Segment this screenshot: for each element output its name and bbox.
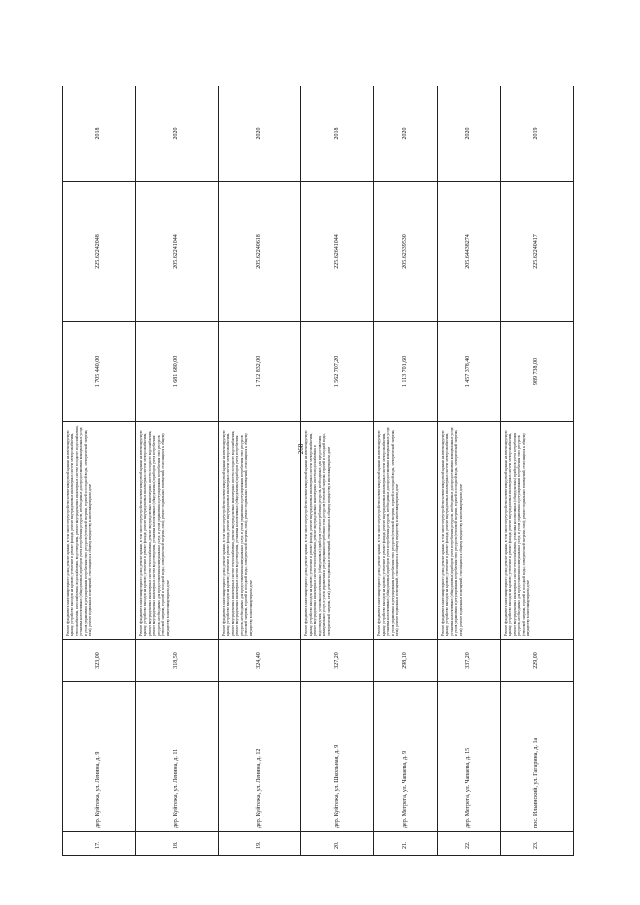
- table-row: [218, 86, 301, 856]
- address-cell: дер. Мегрега, ул. Чапаева, д. 9: [374, 682, 437, 832]
- area-cell: 229,00: [500, 640, 573, 682]
- cost-cell: 989 738,00: [500, 322, 573, 422]
- table-body: [63, 86, 574, 856]
- code-cell: 205.64438274: [437, 182, 500, 322]
- row-number: 22.: [437, 832, 500, 856]
- cost-cell: 1 705 440,00: [63, 322, 136, 422]
- code-cell: 205.62241044: [136, 182, 219, 322]
- table-row: [301, 86, 374, 856]
- table-row: [136, 86, 219, 856]
- year-cell: 2018: [301, 86, 374, 182]
- repair-program-table: [62, 86, 574, 856]
- year-cell: 2019: [500, 86, 573, 182]
- table-row: [500, 86, 573, 856]
- row-number: 20.: [301, 832, 374, 856]
- area-cell: 318,50: [136, 640, 219, 682]
- works-cell: Ремонт фундамента многоквартирного дома; ремонт крыши, в том числе переустройство невентилируемой крыши на вентилируемую крышу, устройство выходов на кровлю; утепление и ремонт фасада; ремонт внутридомовых инженерных систем электроснабжения, установка коллективных (общедомовых) приборов учета потребления ресурсов, необходимых для предоставления коммунальных услуг, и узлов управления и регулирования потребления этих ресурсов (тепловой энергии, горячей и холодной воды, электрической энергии, газа); ремонт подвальных помещений, относящихся к общему имуществу в многоквартирном доме: [374, 422, 437, 640]
- address-cell: пос. Ильинский, ул. Гагарина, д. 1а: [500, 682, 573, 832]
- works-cell: Ремонт фундамента многоквартирного дома; ремонт крыши, в том числе переустройство невентилируемой крыши на вентилируемую крышу, устройство выходов на кровлю; утепление и ремонт фасада; ремонт внутридомовых инженерных систем электроснабжения, теплоснабжения, газоснабжения, водоснабжения, водоотведения, ремонт внутридомовых инженерных систем холодного водоснабжения, установка коллективных (общедомовых) приборов учета потребления ресурсов, необходимых для предоставления коммунальных услуг, и узлов управления и регулирования потребления этих ресурсов (тепловой энергии, горячей и холодной воды, электрической энергии, газа); ремонт подвальных помещений, относящихся к общему имуществу в многоквартирном доме: [63, 422, 136, 640]
- row-number: 21.: [374, 832, 437, 856]
- cost-cell: 1 681 680,00: [136, 322, 219, 422]
- rotated-table-wrapper: [62, 86, 574, 856]
- area-cell: 337,20: [437, 640, 500, 682]
- works-cell: Ремонт фундамента многоквартирного дома; ремонт крыши, в том числе переустройство невентилируемой крыши на вентилируемую крышу, устройство выходов на кровлю; утепление и ремонт фасада; ремонт внутридомовых инженерных систем электроснабжения, ремонт внутридомовых инженерных систем теплоснабжения, ремонт внутридомовых инженерных систем холодного водоснабжения, ремонт внутридомовых инженерных систем водоотведения, установка коллективных (общедомовых) приборов учета потребления ресурсов, необходимых для предоставления коммунальных услуг, и узлов управления и регулирования потребления этих ресурсов (тепловой энергии, горячей и холодной воды, электрической энергии, газа); ремонт подвальных помещений, относящихся к общему имуществу в многоквартирном доме: [136, 422, 219, 640]
- year-cell: 2020: [136, 86, 219, 182]
- cost-cell: 1 562 707,20: [301, 322, 374, 422]
- address-cell: дер. Куйтежа, ул. Школьная, д. 9: [301, 682, 374, 832]
- area-cell: 327,20: [301, 640, 374, 682]
- address-cell: дер. Мегрега, ул. Чапаева, д. 15: [437, 682, 500, 832]
- works-cell: Ремонт фундамента многоквартирного дома; ремонт крыши, в том числе переустройство невентилируемой крыши на вентилируемую крышу, устройство выходов на кровлю; утепление и ремонт фасада; ремонт внутридомовых инженерных систем электроснабжения, ремонт внутридомовых инженерных систем теплоснабжения, ремонт внутридомовых инженерных систем холодного водоснабжения, ремонт внутридомовых инженерных систем водоотведения, установка коллективных (общедомовых) приборов учета потребления ресурсов, необходимых для предоставления коммунальных услуг, и узлов управления и регулирования потребления этих ресурсов (тепловой энергии, горячей и холодной воды, электрической энергии, газа); ремонт подвальных помещений, относящихся к общему имуществу в многоквартирном доме: [218, 422, 301, 640]
- code-cell: 225.62242048: [63, 182, 136, 322]
- row-number: 17.: [63, 832, 136, 856]
- code-cell: 205.62240618: [218, 182, 301, 322]
- area-cell: 323,00: [63, 640, 136, 682]
- table-sheet: [62, 86, 574, 856]
- cost-cell: 1 712 832,00: [218, 322, 301, 422]
- year-cell: 2020: [374, 86, 437, 182]
- address-cell: дер. Куйтежа, ул. Ленина, д. 12: [218, 682, 301, 832]
- table-row: [437, 86, 500, 856]
- code-cell: 225.62240417: [500, 182, 573, 322]
- area-cell: 324,40: [218, 640, 301, 682]
- row-number: 23.: [500, 832, 573, 856]
- works-cell: Ремонт фундамента многоквартирного дома; ремонт крыши, в том числе переустройство невентилируемой крыши на вентилируемую крышу, устройство выходов на кровлю; утепление и ремонт фасада; ремонт внутридомовых инженерных систем электроснабжения, ремонт внутридомовых инженерных систем теплоснабжения, установка коллективных (общедомовых) приборов учета потребления ресурсов, необходимых для предоставления коммунальных услуг, и узлов управления и регулирования потребления этих ресурсов (тепловой энергии, горячей и холодной воды, электрической энергии, газа); ремонт подвальных помещений, относящихся к общему имуществу в многоквартирном доме: [500, 422, 573, 640]
- page-number: 268: [297, 443, 305, 455]
- row-number: 18.: [136, 832, 219, 856]
- cost-cell: 1 457 378,40: [437, 322, 500, 422]
- cost-cell: 1 113 701,60: [374, 322, 437, 422]
- year-cell: 2020: [437, 86, 500, 182]
- table-row: [374, 86, 437, 856]
- address-cell: дер. Куйтежа, ул. Ленина, д. 9: [63, 682, 136, 832]
- area-cell: 298,10: [374, 640, 437, 682]
- row-number: 19.: [218, 832, 301, 856]
- works-cell: Ремонт фундамента многоквартирного дома; ремонт крыши, в том числе переустройство невентилируемой крыши на вентилируемую крышу, устройство выходов на кровлю; утепление и ремонт фасада; ремонт внутридомовых инженерных систем электроснабжения, ремонт внутридомовых инженерных систем теплоснабжения, ремонт внутридомовых инженерных систем водоснабжения и водоотведения, установка коллективных (общедомовых) приборов учета потребления ресурсов, необходимых для предоставления коммунальных услуг, и узлов управления и регулирования потребления этих ресурсов (тепловой энергии, горячей и холодной воды, электрической энергии, газа); ремонт подвальных помещений, относящихся к общему имуществу в многоквартирном доме: [301, 422, 374, 640]
- table-row: [63, 86, 136, 856]
- code-cell: 225.62641044: [301, 182, 374, 322]
- year-cell: 2020: [218, 86, 301, 182]
- works-cell: Ремонт фундамента многоквартирного дома; ремонт крыши, в том числе переустройство невентилируемой крыши на вентилируемую крышу, устройство выходов на кровлю; утепление и ремонт фасада; ремонт внутридомовых инженерных систем электроснабжения, установка коллективных (общедомовых) приборов учета потребления ресурсов, необходимых для предоставления коммунальных услуг, и узлов управления и регулирования потребления этих ресурсов (тепловой энергии, горячей и холодной воды, электрической энергии, газа); ремонт подвальных помещений, относящихся к общему имуществу в многоквартирном доме: [437, 422, 500, 640]
- address-cell: дер. Куйтежа, ул. Ленина, д. 11: [136, 682, 219, 832]
- year-cell: 2018: [63, 86, 136, 182]
- code-cell: 205.62339530: [374, 182, 437, 322]
